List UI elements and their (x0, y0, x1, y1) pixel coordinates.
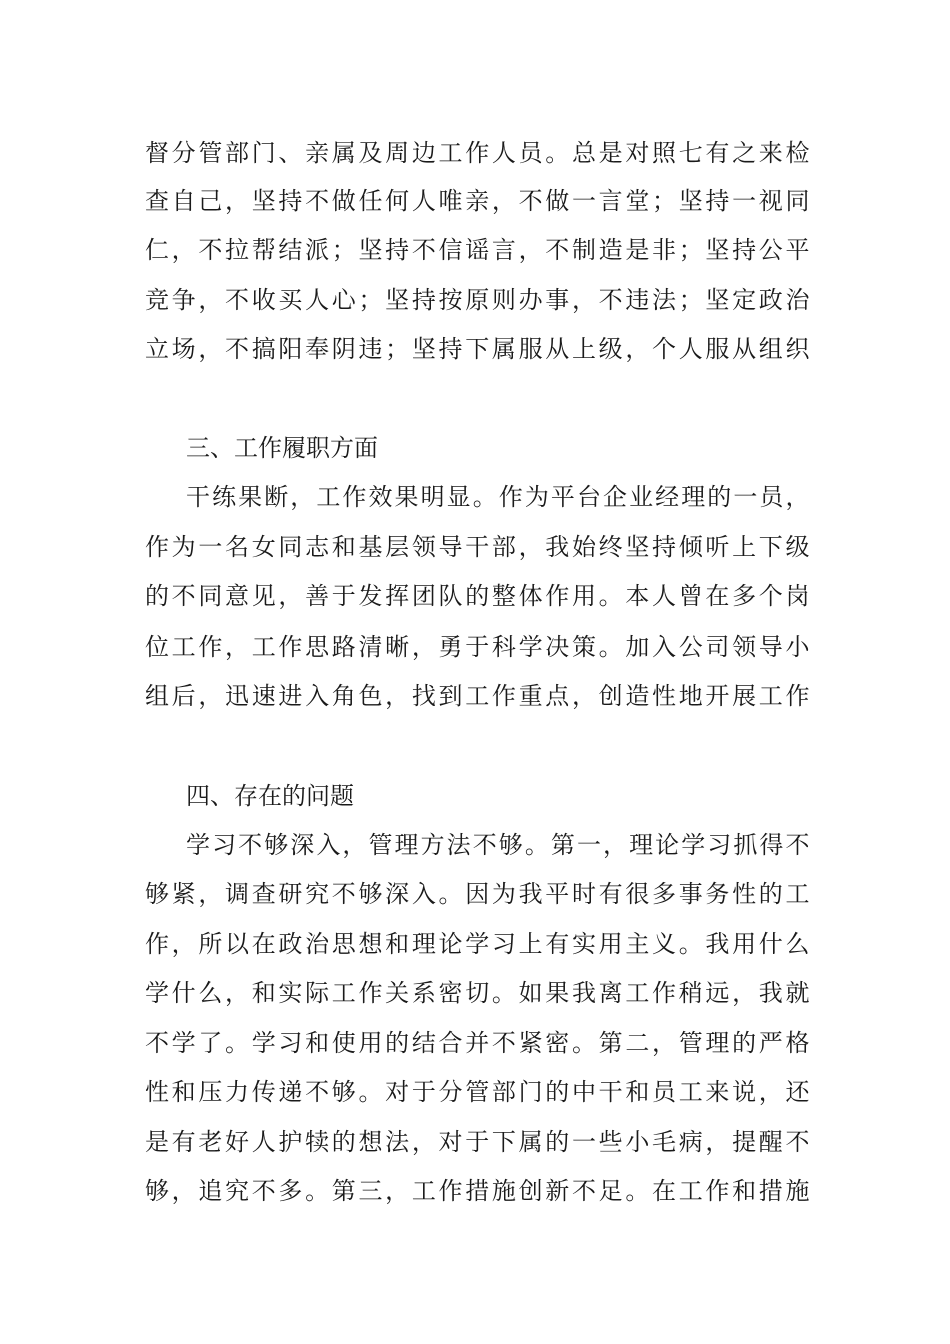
paragraph-line: 是有老好人护犊的想法，对于下属的一些小毛病，提醒不 (145, 1128, 810, 1156)
paragraph-line: 的不同意见，善于发挥团队的整体作用。本人曾在多个岗 (145, 582, 810, 610)
paragraph-line: 学习不够深入，管理方法不够。第一，理论学习抓得不 (186, 831, 810, 859)
paragraph-line: 督分管部门、亲属及周边工作人员。总是对照七有之来检 (145, 139, 810, 167)
paragraph-line: 学什么，和实际工作关系密切。如果我离工作稍远，我就 (145, 979, 810, 1007)
paragraph-line: 仁，不拉帮结派；坚持不信谣言，不制造是非；坚持公平 (145, 236, 810, 264)
paragraph-line: 竞争，不收买人心；坚持按原则办事，不违法；坚定政治 (145, 286, 810, 314)
paragraph-line: 干练果断，工作效果明显。作为平台企业经理的一员， (186, 483, 810, 511)
paragraph-line: 性和压力传递不够。对于分管部门的中干和员工来说，还 (145, 1078, 810, 1106)
paragraph-line: 作为一名女同志和基层领导干部，我始终坚持倾听上下级 (145, 533, 810, 561)
paragraph-line: 够紧，调查研究不够深入。因为我平时有很多事务性的工 (145, 880, 810, 908)
section-heading: 四、存在的问题 (186, 782, 354, 810)
section-heading: 三、工作履职方面 (186, 434, 378, 462)
paragraph-line: 不学了。学习和使用的结合并不紧密。第二，管理的严格 (145, 1029, 810, 1057)
paragraph-line: 立场，不搞阳奉阴违；坚持下属服从上级，个人服从组织 (145, 335, 810, 363)
paragraph-line: 位工作，工作思路清晰，勇于科学决策。加入公司领导小 (145, 633, 810, 661)
paragraph-line: 够，追究不多。第三，工作措施创新不足。在工作和措施 (145, 1177, 810, 1205)
paragraph-line: 作，所以在政治思想和理论学习上有实用主义。我用什么 (145, 930, 810, 958)
paragraph-line: 查自己，坚持不做任何人唯亲，不做一言堂；坚持一视同 (145, 187, 810, 215)
paragraph-line: 组后，迅速进入角色，找到工作重点，创造性地开展工作 (145, 682, 810, 710)
